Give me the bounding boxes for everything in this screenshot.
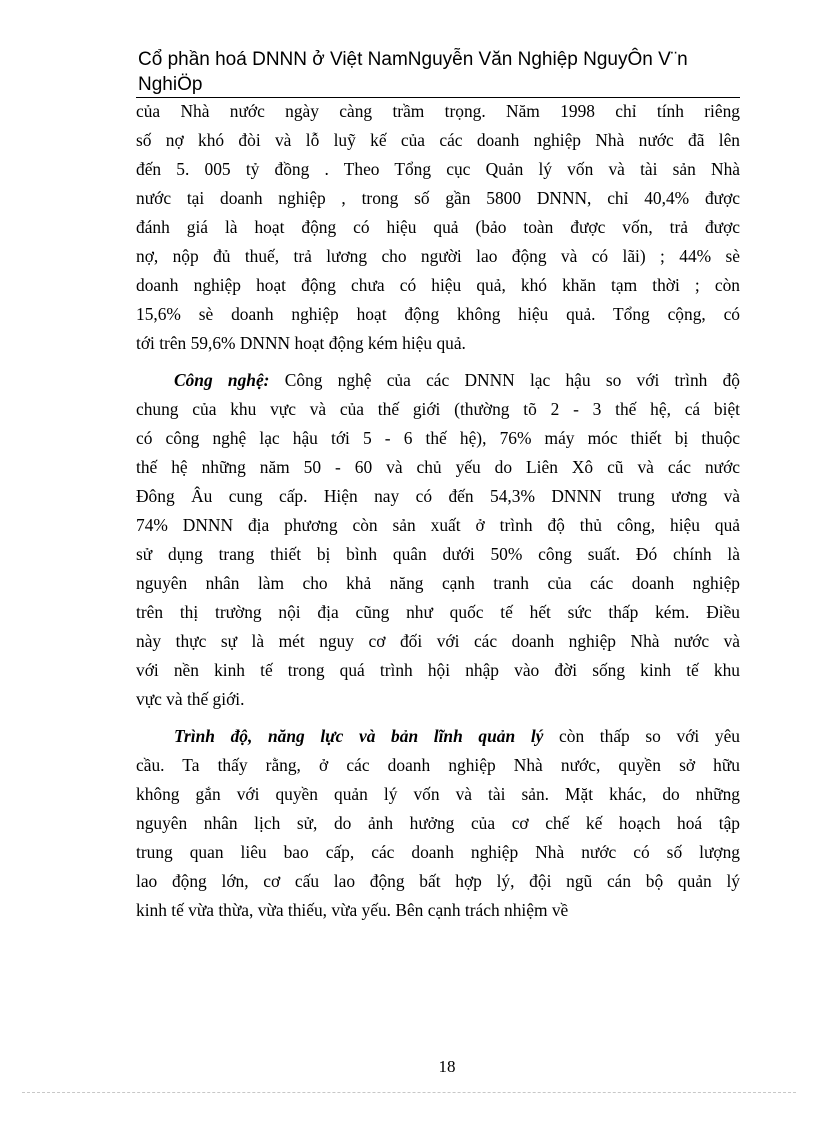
text-line: lao động lớn, cơ cấu lao động bất hợp lý, đội ngũ cán bộ quản lý bbox=[136, 871, 740, 891]
running-header: Cổ phần hoá DNNN ở Việt NamNguyễn Văn Nghiệp NguyÔn V¨n NghiÖp bbox=[138, 49, 688, 95]
text-line: có công nghệ lạc hậu tới 5 - 6 thế hệ), 76% máy móc thiết bị thuộc bbox=[136, 428, 740, 448]
text-line: nợ, nộp đủ thuế, trả lương cho người lao động và có lãi) ; 44% sè bbox=[136, 246, 740, 266]
paragraph-management bbox=[136, 722, 740, 925]
text-line: cầu. Ta thấy rằng, ở các doanh nghiệp Nhà nước, quyền sở hữu bbox=[136, 755, 740, 775]
text-line: này thực sự là mét nguy cơ đối với các doanh nghiệp Nhà nước và bbox=[136, 631, 740, 651]
text-line: sử dụng trang thiết bị bình quân dưới 50% công suất. Đó chính là bbox=[136, 544, 740, 564]
paragraph-technology bbox=[136, 366, 740, 714]
text-line: tới trên 59,6% DNNN hoạt động kém hiệu quả. bbox=[136, 333, 466, 353]
paragraph-debt bbox=[136, 97, 740, 358]
paragraph-term: Công nghệ: bbox=[174, 370, 270, 390]
paragraph-spacing bbox=[136, 714, 740, 722]
paragraph-first-line bbox=[136, 366, 740, 395]
body-text bbox=[136, 97, 740, 925]
text-line: nước tại doanh nghiệp , trong số gần 5800 DNNN, chỉ 40,4% được bbox=[136, 188, 740, 208]
text-line: với nền kinh tế trong quá trình hội nhập vào đời sống kinh tế khu bbox=[136, 660, 740, 680]
text-line: đến 5. 005 tỷ đồng . Theo Tổng cục Quản lý vốn và tài sản Nhà bbox=[136, 159, 740, 179]
text-line: vực và thế giới. bbox=[136, 689, 245, 709]
text-line: chung của khu vực và của thế giới (thường tõ 2 - 3 thế hệ, cá biệt bbox=[136, 399, 740, 419]
text-line: số nợ khó đòi và lỗ luỹ kế của các doanh nghiệp Nhà nước đã lên bbox=[136, 130, 740, 150]
text-line: đánh giá là hoạt động có hiệu quả (bảo toàn được vốn, trả được bbox=[136, 217, 740, 237]
text-line: nguyên nhân lịch sử, do ảnh hưởng của cơ chế kế hoạch hoá tập bbox=[136, 813, 740, 833]
text-run: còn thấp so với yêu bbox=[543, 726, 740, 746]
paragraph-spacing bbox=[136, 358, 740, 366]
text-line: 74% DNNN địa phương còn sản xuất ở trình độ thủ công, hiệu quả bbox=[136, 515, 740, 535]
page-bottom-border bbox=[22, 1092, 796, 1093]
text-line: trên thị trường nội địa cũng như quốc tế hết sức thấp kém. Điều bbox=[136, 602, 740, 622]
text-line: 15,6% sè doanh nghiệp hoạt động không hiệu quả. Tổng cộng, có bbox=[136, 304, 740, 324]
text-line: doanh nghiệp hoạt động chưa có hiệu quả, khó khăn tạm thời ; còn bbox=[136, 275, 740, 295]
page-number: 18 bbox=[438, 1057, 456, 1076]
paragraph-first-line bbox=[136, 722, 740, 751]
text-line: Đông Âu cung cấp. Hiện nay có đến 54,3% DNNN trung ương và bbox=[136, 486, 740, 506]
text-line: trung quan liêu bao cấp, các doanh nghiệp Nhà nước có số lượng bbox=[136, 842, 740, 862]
text-run: Công nghệ của các DNNN lạc hậu so với trình độ bbox=[269, 370, 741, 390]
text-line: kinh tế vừa thừa, vừa thiếu, vừa yếu. Bên cạnh trách nhiệm về bbox=[136, 900, 569, 920]
text-line: không gắn với quyền quản lý vốn và tài sản. Mặt khác, do những bbox=[136, 784, 740, 804]
paragraph-term: Trình độ, năng lực và bản lĩnh quản lý bbox=[174, 726, 544, 746]
text-line: của Nhà nước ngày càng trầm trọng. Năm 1998 chỉ tính riêng bbox=[136, 101, 740, 121]
text-line: nguyên nhân làm cho khả năng cạnh tranh của các doanh nghiệp bbox=[136, 573, 740, 593]
text-line: thế hệ những năm 50 - 60 và chủ yếu do Liên Xô cũ và các nước bbox=[136, 457, 740, 477]
